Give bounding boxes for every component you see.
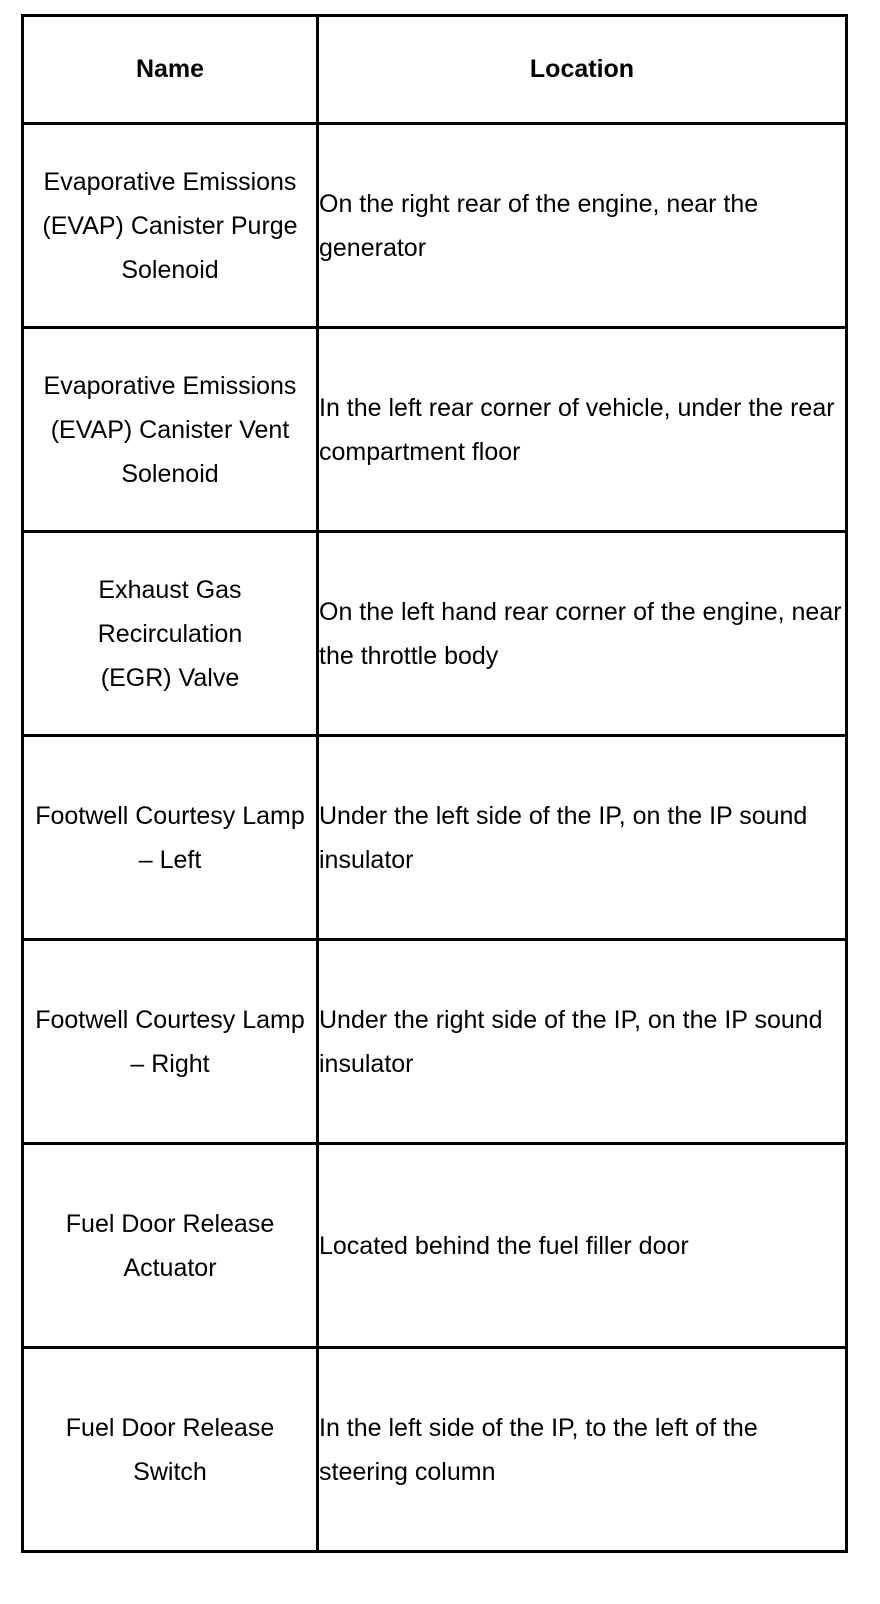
component-location-table [21,14,848,1553]
column-header-name: Name [23,16,318,124]
component-location: Located behind the fuel filler door [319,1231,689,1260]
table-row [23,1348,847,1552]
name-cell [23,532,318,736]
component-location: On the right rear of the engine, near the generator [319,189,759,262]
location-cell [318,124,847,328]
component-name: Exhaust Gas Recirculation (EGR) Valve [97,575,243,692]
component-name: Evaporative Emissions (EVAP) Canister Vent Solenoid [43,371,297,488]
component-location: In the left side of the IP, to the left of the steering column [319,1413,758,1486]
component-name: Fuel Door Release Actuator [65,1209,275,1282]
name-cell [23,940,318,1144]
table-row [23,940,847,1144]
component-location: Under the right side of the IP, on the IP sound insulator [319,1005,823,1078]
component-location: Under the left side of the IP, on the IP sound insulator [319,801,808,874]
column-header-location: Location [318,16,847,124]
component-location: On the left hand rear corner of the engine, near the throttle body [319,597,842,670]
component-name: Evaporative Emissions (EVAP) Canister Purge Solenoid [42,167,298,284]
table-row [23,736,847,940]
location-cell [318,1144,847,1348]
component-location: In the left rear corner of vehicle, under the rear compartment floor [319,393,835,466]
table-row [23,328,847,532]
name-cell [23,328,318,532]
name-cell [23,736,318,940]
name-cell [23,1348,318,1552]
location-cell [318,532,847,736]
location-cell [318,328,847,532]
location-cell [318,736,847,940]
table-row [23,1144,847,1348]
component-name: Fuel Door Release Switch [65,1413,275,1486]
table-row [23,532,847,736]
component-name: Footwell Courtesy Lamp – Right [35,1005,305,1078]
component-name: Footwell Courtesy Lamp – Left [35,801,305,874]
table-header-row [23,16,847,124]
name-cell [23,1144,318,1348]
location-cell [318,1348,847,1552]
name-cell [23,124,318,328]
location-cell [318,940,847,1144]
table-row [23,124,847,328]
